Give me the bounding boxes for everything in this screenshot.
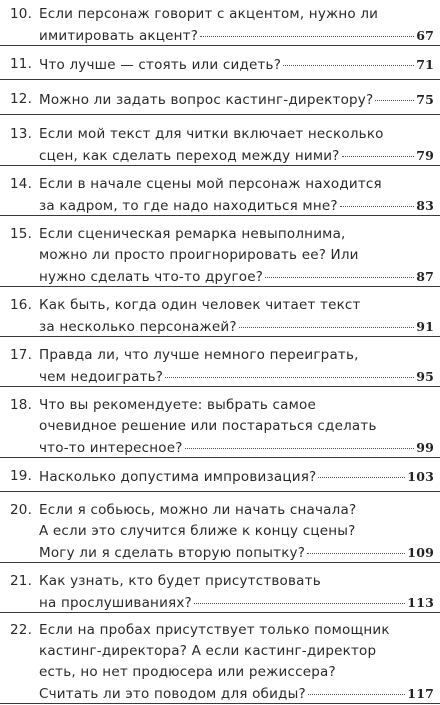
toc-entry[interactable]	[0, 571, 440, 613]
entry-title-line-text: чем недоиграть?	[39, 369, 164, 385]
entry-title-line-text: нужно сделать что-то другое?	[39, 269, 264, 285]
entry-title-line: кастинг-директора? А если кастинг-директор	[39, 643, 377, 659]
dot-leader	[308, 693, 405, 695]
entry-title-line: можно ли просто проигнорировать ее? Или	[39, 247, 359, 263]
dot-leader	[200, 35, 414, 37]
entry-title-line-text: Можно ли задать вопрос кастинг-директору?	[39, 92, 374, 108]
dot-leader	[194, 602, 405, 604]
toc-entry[interactable]	[0, 89, 440, 115]
page-number: 67	[416, 28, 434, 43]
entry-title-line	[39, 54, 434, 76]
page-number: 75	[416, 92, 434, 107]
entry-title-line-text: Что лучше — стоять или сидеть?	[39, 57, 282, 73]
entry-title-line-text: за кадром, то где надо находиться мне?	[39, 198, 338, 214]
toc-entry[interactable]	[0, 500, 440, 563]
entry-title	[39, 4, 434, 47]
toc-entry[interactable]	[0, 54, 440, 80]
entry-title-line	[39, 195, 434, 217]
entry-title-line: очевидное решение или постараться сделать	[39, 418, 377, 434]
entry-title	[39, 620, 434, 705]
page-number: 117	[407, 686, 434, 701]
dot-leader	[165, 376, 414, 378]
entry-title-line	[39, 437, 434, 459]
entry-title	[39, 571, 434, 614]
entry-title	[39, 54, 434, 76]
entry-title-line	[39, 366, 434, 388]
toc-entry[interactable]	[0, 295, 440, 337]
page-number: 87	[416, 269, 434, 284]
entry-title-line	[39, 316, 434, 338]
entry-title-line-text: Насколько допустима импровизация?	[39, 469, 317, 485]
dot-leader	[239, 326, 415, 328]
entry-title	[39, 500, 434, 564]
dot-leader	[340, 205, 414, 207]
dot-leader	[342, 155, 415, 157]
entry-title-line	[39, 89, 434, 111]
page-number: 71	[416, 57, 434, 72]
page-number: 91	[416, 319, 434, 334]
entry-title-line	[39, 542, 434, 564]
entry-title-line: Правда ли, что лучше немного переиграть,	[39, 347, 359, 363]
entry-title-line: Если в начале сцены мой персонаж находится	[39, 176, 382, 192]
entry-title	[39, 124, 434, 167]
entry-number: 20.	[10, 502, 33, 518]
entry-title-line	[39, 592, 434, 614]
entry-title-line-text: на прослушиваниях?	[39, 595, 192, 611]
entry-number: 18.	[10, 397, 33, 413]
toc-entry[interactable]	[0, 466, 440, 492]
toc-entry[interactable]	[0, 395, 440, 458]
toc-entry[interactable]	[0, 620, 440, 704]
page-number: 109	[407, 545, 434, 560]
entry-number: 12.	[10, 91, 33, 107]
entry-title-line	[39, 466, 434, 488]
entry-title-line-text: Могу ли я сделать вторую попытку?	[39, 545, 306, 561]
entry-number: 19.	[10, 468, 33, 484]
page-number: 95	[416, 369, 434, 384]
entry-title-line: Если мой текст для читки включает несколько	[39, 126, 384, 142]
entry-title	[39, 174, 434, 217]
entry-number: 14.	[10, 176, 33, 192]
entry-title	[39, 345, 434, 388]
dot-leader	[318, 476, 405, 478]
dot-leader	[283, 64, 414, 66]
entry-title-line	[39, 266, 434, 288]
entry-title-line: Если я собьюсь, можно ли начать сначала?	[39, 502, 357, 518]
toc-entry[interactable]	[0, 345, 440, 387]
entry-title-line: Если персонаж говорит с акцентом, нужно ли	[39, 6, 379, 22]
dot-leader	[375, 99, 414, 101]
dot-leader	[185, 447, 415, 449]
page-number: 113	[407, 595, 434, 610]
toc-entry[interactable]	[0, 4, 440, 46]
entry-title-line: Если на пробах присутствует только помощник	[39, 622, 390, 638]
entry-number: 16.	[10, 297, 33, 313]
entry-title-line-text: за несколько персонажей?	[39, 319, 237, 335]
entry-title	[39, 89, 434, 111]
entry-title-line: Что вы рекомендуете: выбрать самое	[39, 397, 316, 413]
entry-title-line	[39, 683, 434, 705]
dot-leader	[307, 552, 405, 554]
entry-title-line: Как быть, когда один человек читает текст	[39, 297, 361, 313]
entry-title	[39, 466, 434, 488]
toc-entry[interactable]	[0, 224, 440, 287]
entry-title-line: Если сценическая ремарка невыполнима,	[39, 226, 346, 242]
toc-entry[interactable]	[0, 174, 440, 216]
entry-title-line: есть, но нет продюсера или режиссера?	[39, 664, 336, 680]
entry-number: 11.	[10, 56, 33, 72]
entry-number: 21.	[10, 573, 33, 589]
entry-title-line: А если это случится ближе к концу сцены?	[39, 523, 356, 539]
entry-title	[39, 224, 434, 288]
entry-title-line	[39, 145, 434, 167]
page-number: 99	[416, 440, 434, 455]
entry-number: 15.	[10, 226, 33, 242]
page-number: 103	[407, 469, 434, 484]
entry-number: 10.	[10, 6, 33, 22]
entry-title	[39, 395, 434, 459]
entry-title-line-text: Считать ли это поводом для обиды?	[39, 686, 306, 702]
entry-number: 17.	[10, 347, 33, 363]
entry-title-line-text: имитировать акцент?	[39, 28, 199, 44]
entry-title-line-text: что-то интересное?	[39, 440, 183, 456]
dot-leader	[265, 276, 414, 278]
entry-title-line: Как узнать, кто будет присутствовать	[39, 573, 321, 589]
toc-entry[interactable]	[0, 124, 440, 166]
entry-title-line-text: сцен, как сделать переход между ними?	[39, 148, 340, 164]
entry-title	[39, 295, 434, 338]
page-number: 79	[416, 148, 434, 163]
entry-title-line	[39, 25, 434, 47]
page-number: 83	[416, 198, 434, 213]
entry-number: 13.	[10, 126, 33, 142]
entry-number: 22.	[10, 622, 33, 638]
